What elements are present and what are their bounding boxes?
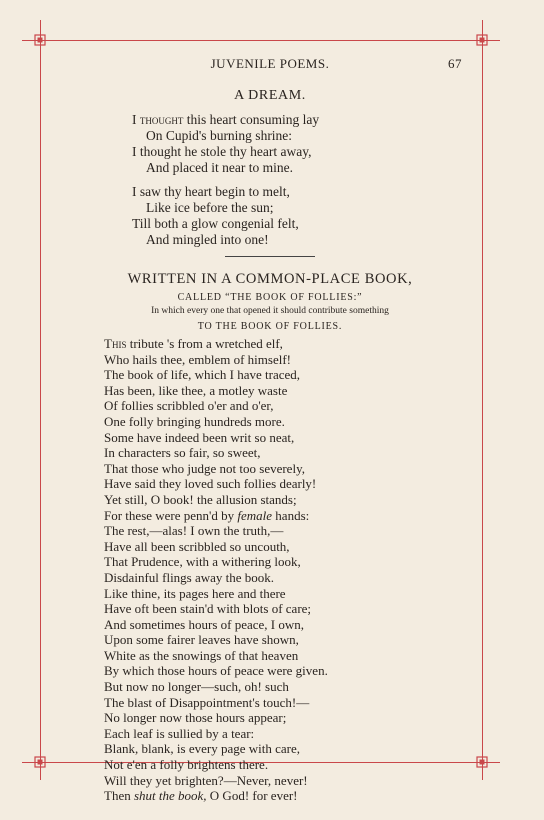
line-text: Then [104, 788, 134, 804]
drop-word: I thought [132, 112, 184, 127]
poem-line: Blank, blank, is every page with care, [104, 741, 301, 757]
dream-stanza-1 [132, 112, 480, 176]
poem-line: That those who judge not too severely, [104, 460, 305, 476]
folly-poem [104, 336, 480, 804]
poem-line: Of follies scribbled o'er and o'er, [104, 398, 274, 414]
dream-title: A DREAM. [234, 88, 306, 103]
poem-line: Has been, like thee, a motley waste [104, 382, 288, 398]
top-rule [22, 40, 500, 41]
line-text: this heart consuming lay [183, 112, 320, 127]
left-rule [40, 20, 41, 780]
poem-line: No longer now those hours appear; [104, 710, 287, 726]
poem-line: Will they yet brighten?—Never, never! [104, 772, 308, 788]
poem-line: That Prudence, with a withering look, [104, 554, 301, 570]
poem-line [104, 788, 480, 804]
poem-line: The rest,—alas! I own the truth,— [104, 523, 284, 539]
folly-note: In which every one that opened it should contribute something [151, 306, 389, 316]
line-text: tribute 's from a wretched elf, [126, 336, 283, 351]
poem-line: Who hails thee, emblem of himself! [104, 351, 292, 367]
poem-line: Have oft been stain'd with blots of care; [104, 601, 312, 617]
poem-line: Till both a glow congenial felt, [132, 216, 299, 231]
section-divider [225, 256, 315, 257]
poem-line: And placed it near to mine. [146, 160, 293, 175]
poem-line: I thought he stole thy heart away, [132, 144, 312, 159]
poem-line: Not e'en a folly brightens there. [104, 757, 269, 773]
line-text: For these were penn'd by [104, 507, 238, 523]
page-number: 67 [448, 56, 462, 71]
poem-line: White as the snowings of that heaven [104, 647, 299, 663]
poem-line: But now no longer—such, oh! such [104, 679, 289, 695]
italic-phrase: shut the book, [133, 788, 207, 804]
running-header [60, 56, 480, 78]
poem-line: By which those hours of peace were given. [104, 663, 328, 679]
corner-ornament-top-right [471, 29, 493, 51]
poem-line: And mingled into one! [146, 232, 269, 247]
poem-line: One folly bringing hundreds more. [104, 413, 285, 429]
poem-line: Each leaf is sullied by a tear: [104, 725, 255, 741]
poem-line [104, 336, 480, 352]
poem-line [132, 112, 480, 128]
poem-line: Upon some fairer leaves have shown, [104, 632, 299, 648]
corner-ornament-bottom-left [29, 751, 51, 773]
poem-line: On Cupid's burning shrine: [146, 128, 293, 143]
drop-word: This [104, 336, 127, 351]
poem-line: The blast of Disappointment's touch!— [104, 694, 310, 710]
right-rule [482, 20, 483, 780]
italic-word: female [237, 507, 273, 523]
page-content [60, 56, 480, 804]
corner-ornament-top-left [29, 29, 51, 51]
poem-line: In characters so fair, so sweet, [104, 445, 261, 461]
poem-line: Like thine, its pages here and there [104, 585, 286, 601]
poem-line: And sometimes hours of peace, I own, [104, 616, 305, 632]
poem-line: Like ice before the sun; [146, 200, 274, 215]
folly-called: CALLED “THE BOOK OF FOLLIES:” [177, 292, 363, 303]
folly-dedication: TO THE BOOK OF FOLLIES. [197, 321, 343, 332]
poem-line: The book of life, which I have traced, [104, 367, 301, 383]
line-text: hands: [272, 507, 310, 523]
poem-line: I saw thy heart begin to melt, [132, 184, 290, 199]
poem-line: Some have indeed been writ so neat, [104, 429, 295, 445]
line-text: O God! for ever! [206, 788, 298, 804]
dream-stanza-2 [132, 184, 480, 248]
poem-line: Disdainful flings away the book. [104, 569, 275, 585]
poem-line: Have said they loved such follies dearly! [104, 476, 317, 492]
poem-line: Yet still, O book! the allusion stands; [104, 491, 297, 507]
poem-line [104, 508, 480, 524]
poem-line: Have all been scribbled so uncouth, [104, 538, 290, 554]
folly-title: WRITTEN IN A COMMON-PLACE BOOK, [127, 271, 413, 287]
running-title: JUVENILE POEMS. [210, 56, 330, 71]
